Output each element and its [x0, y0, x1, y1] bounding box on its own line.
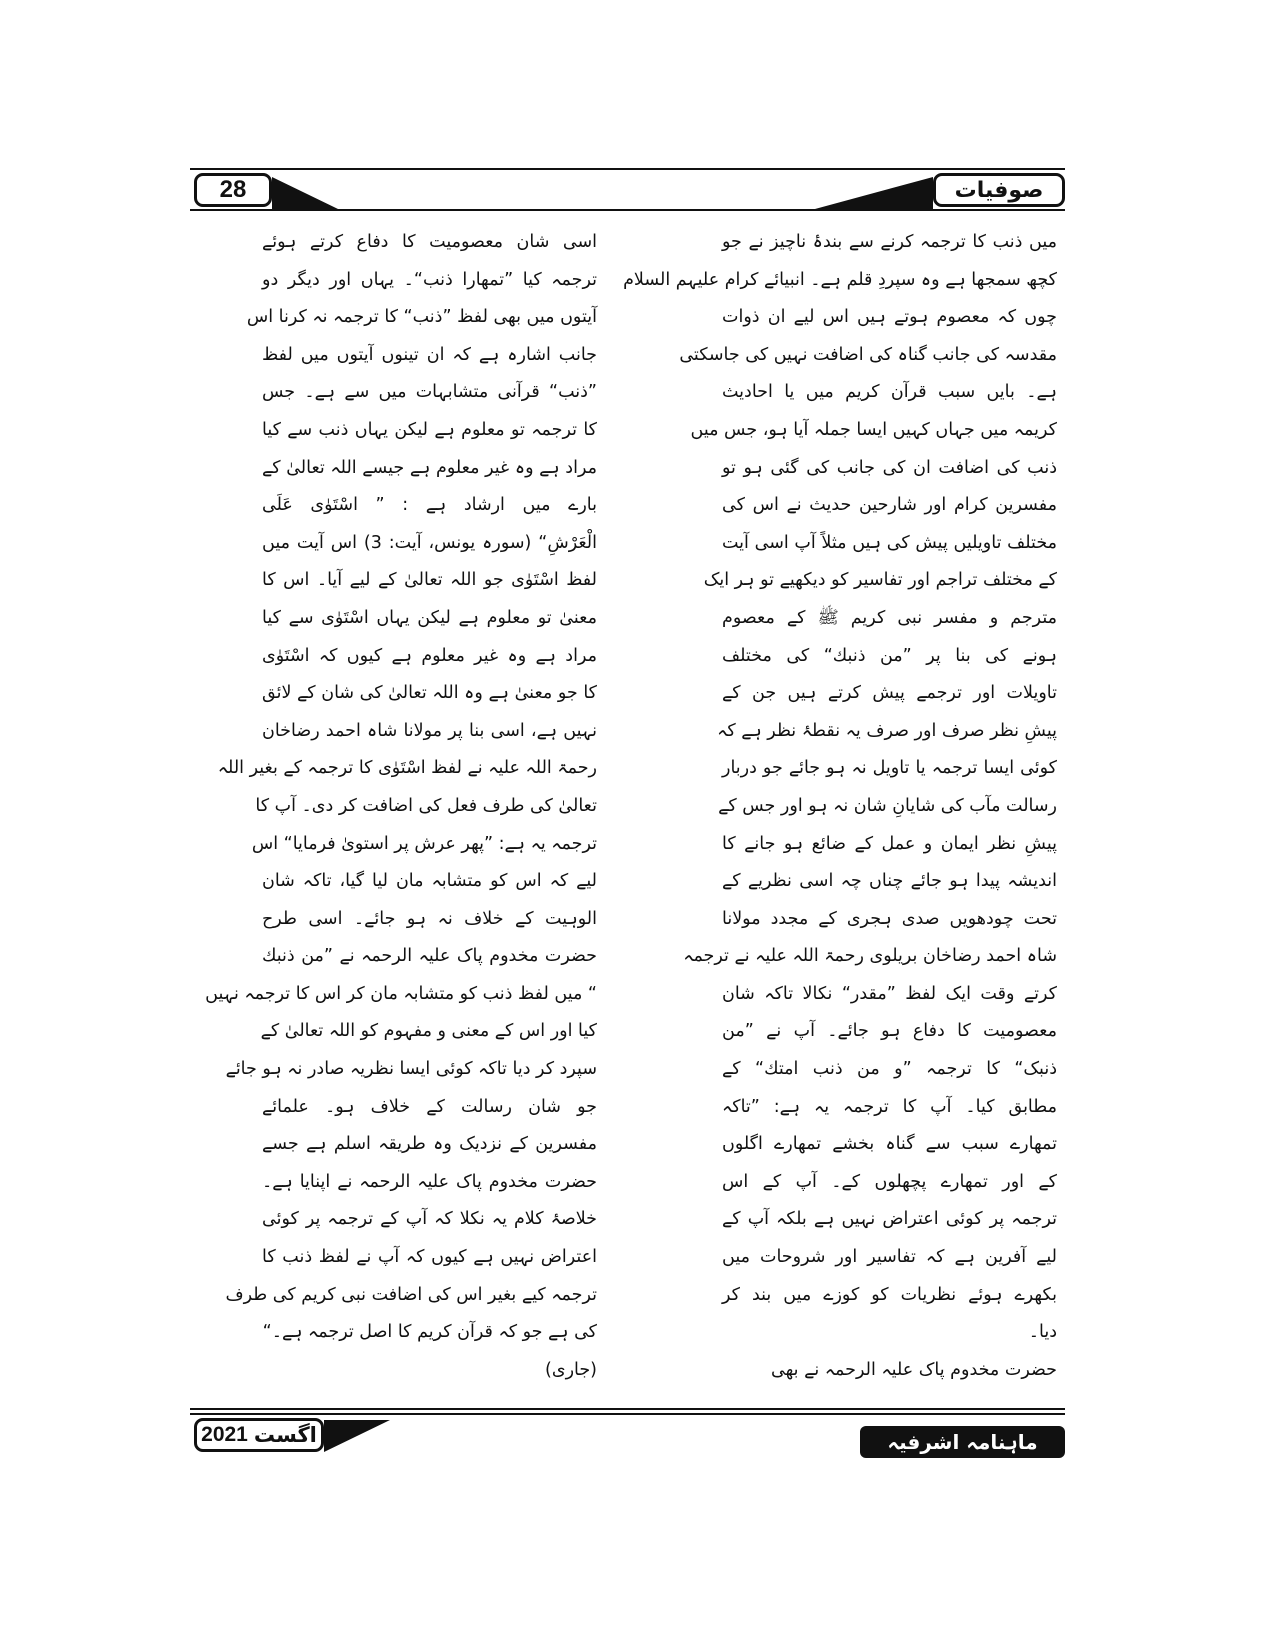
footer-rule-bottom — [190, 1413, 1065, 1415]
text-line: میں ذنب کا ترجمہ کرنے سے بندۂ ناچیز نے جو — [722, 232, 1057, 252]
text-line: تحت چودھویں صدی ہجری کے مجدد مولانا — [722, 908, 1057, 929]
text-line: جو شان رسالت کے خلاف ہو۔ علمائے — [262, 1096, 597, 1117]
issue-year: 2021 — [201, 1423, 248, 1446]
text-line: تمھارے سبب سے گناہ بخشے تمھارے اگلوں — [722, 1134, 1057, 1155]
footer-left-wedge — [324, 1420, 390, 1452]
header-rule-bottom — [190, 209, 1065, 211]
text-line: مقدسہ کی جانب گناہ کی اضافت نہیں کی جاسکتی — [679, 344, 1057, 365]
text-line: معصومیت کا دفاع ہو جائے۔ آپ نے ”من — [722, 1021, 1057, 1042]
magazine-name: ماہنامہ اشرفیہ — [860, 1426, 1065, 1458]
text-line: دیا۔ — [1028, 1322, 1057, 1343]
section-title: صوفیات — [933, 173, 1065, 207]
text-line: جانب اشارہ ہے کہ ان تینوں آیتوں میں لفظ — [262, 344, 597, 365]
text-line: نہیں ہے، اسی بنا پر مولانا شاہ احمد رضاخان — [262, 720, 597, 741]
text-line: مختلف تاویلیں پیش کی ہیں مثلاً آپ اسی آیت — [722, 532, 1057, 553]
text-line: کے مختلف تراجم اور تفاسیر کو دیکھیے تو ہر ایک — [703, 570, 1057, 591]
text-line: مراد ہے وہ غیر معلوم ہے کیوں کہ اسْتَوٰی — [262, 645, 597, 666]
issue-month: اگست — [253, 1423, 317, 1447]
text-line: کا ترجمہ تو معلوم ہے لیکن یہاں ذنب سے کیا — [262, 419, 597, 440]
text-line: اعتراض نہیں ہے کیوں کہ آپ نے لفظ ذنب کا — [262, 1247, 597, 1268]
text-line: سپرد کر دیا تاکہ کوئی ایسا نظریہ صادر نہ ہو جائے — [225, 1059, 597, 1080]
page-number: 28 — [194, 173, 272, 207]
text-line: ہے۔ بایں سبب قرآن کریم میں یا احادیث — [722, 382, 1057, 403]
text-line: کچھ سمجھا ہے وہ سپردِ قلم ہے۔ انبیائے کرام علیہم السلام — [623, 269, 1057, 290]
text-line: “ میں لفظ ذنب کو متشابہ مان کر اس کا ترجمہ نہیں — [205, 983, 597, 1004]
text-line: الوہیت کے خلاف نہ ہو جائے۔ اسی طرح — [262, 908, 597, 929]
text-line: حضرت مخدوم پاک علیہ الرحمہ نے اپنایا ہے۔ — [262, 1171, 597, 1192]
text-line: ترجمہ کیے بغیر اس کی اضافت نبی کریم کی طرف — [225, 1284, 597, 1305]
text-line: ہونے کی بنا پر ”من ذنبك“ کی مختلف — [722, 645, 1057, 666]
text-line: حضرت مخدوم پاک علیہ الرحمہ نے بھی — [771, 1359, 1057, 1380]
text-line: مطابق کیا۔ آپ کا ترجمہ یہ ہے: ”تاکہ — [722, 1096, 1057, 1117]
text-line: رحمۃ اللہ علیہ نے لفظ اسْتَوٰی کا ترجمہ کے بغیر اللہ — [217, 758, 597, 779]
text-line: ذنب کی اضافت ان کی جانب کی گئی ہو تو — [722, 457, 1057, 478]
text-line: چوں کہ معصوم ہوتے ہیں اس لیے ان ذوات — [722, 307, 1057, 328]
text-line: مفسرین کے نزدیک وہ طریقہ اسلم ہے جسے — [262, 1134, 597, 1155]
text-line: حضرت مخدوم پاک علیہ الرحمہ نے ”من ذنبك — [262, 946, 597, 967]
text-line: مترجم و مفسر نبی کریم ﷺ کے معصوم — [722, 607, 1057, 628]
text-line: اندیشہ پیدا ہو جائے چناں چہ اسی نظریے کے — [722, 871, 1057, 892]
text-line: لیے آفرین ہے کہ تفاسیر اور شروحات میں — [722, 1247, 1057, 1268]
text-line: تاویلات اور ترجمے پیش کرتے ہیں جن کے — [722, 683, 1057, 704]
text-line: کیا اور اس کے معنی و مفہوم کو اللہ تعالیٰ کے — [260, 1021, 597, 1042]
footer-rule-top — [190, 1408, 1065, 1410]
text-line: معنیٰ تو معلوم ہے لیکن یہاں اسْتَوٰی سے کیا — [262, 607, 597, 628]
text-line: لیے کہ اس کو متشابہ مان لیا گیا، تاکہ شان — [262, 871, 597, 892]
header-rule-top — [190, 168, 1065, 170]
text-line: کریمہ میں جہاں کہیں ایسا جملہ آیا ہو، جس میں — [690, 419, 1057, 440]
text-line: کا جو معنیٰ ہے وہ اللہ تعالیٰ کی شان کے لائق — [262, 683, 597, 704]
header-right-wedge — [815, 177, 933, 209]
text-line: لفظ اسْتَوٰی جو اللہ تعالیٰ کے لیے آیا۔ اس کا — [262, 570, 597, 591]
text-line: پیشِ نظر صرف اور صرف یہ نقطۂ نظر ہے کہ — [717, 720, 1057, 741]
text-line: (جاری) — [545, 1359, 597, 1380]
text-line: شاہ احمد رضاخان بریلوی رحمۃ اللہ علیہ نے ترجمہ — [683, 946, 1057, 967]
text-line: بکھرے ہوئے نظریات کو کوزے میں بند کر — [722, 1284, 1057, 1305]
text-line: کرتے وقت ایک لفظ ”مقدر“ نکالا تاکہ شان — [722, 983, 1057, 1004]
article-column-left — [205, 224, 597, 1389]
text-line: الْعَرْشِ“ (سورہ یونس، آیت: 3) اس آیت میں — [262, 532, 597, 553]
text-line: ترجمہ یہ ہے: ”پھر عرش پر استویٰ فرمایا“ اس — [251, 833, 597, 854]
header-left-wedge — [272, 177, 338, 209]
text-line: اسی شان معصومیت کا دفاع کرتے ہوئے — [262, 232, 597, 252]
text-line: کے اور تمھارے پچھلوں کے۔ آپ کے اس — [722, 1171, 1057, 1192]
text-line: ”ذنب“ قرآنی متشابہات میں سے ہے۔ جس — [262, 382, 597, 403]
text-line: مفسرین کرام اور شارحین حدیث نے اس کی — [722, 495, 1057, 516]
text-line: ذنبک“ کا ترجمہ ”و من ذنب امتك“ کے — [722, 1059, 1057, 1080]
text-line: رسالت مآب کی شایانِ شان نہ ہو اور جس کے — [718, 795, 1057, 816]
text-line: ترجمہ پر کوئی اعتراض نہیں ہے بلکہ آپ کے — [722, 1209, 1057, 1230]
issue-date — [194, 1418, 324, 1452]
article-column-right — [623, 224, 1057, 1389]
text-line: آیتوں میں بھی لفظ ”ذنب“ کا ترجمہ نہ کرنا اس — [246, 307, 597, 328]
text-line: مراد ہے وہ غیر معلوم ہے جیسے اللہ تعالیٰ کے — [262, 457, 597, 478]
text-line: خلاصۂ کلام یہ نکلا کہ آپ کے ترجمہ پر کوئی — [262, 1209, 597, 1230]
text-line: ترجمہ کیا ”تمھارا ذنب“۔ یہاں اور دیگر دو — [262, 269, 597, 290]
text-line: کی ہے جو کہ قرآن کریم کا اصل ترجمہ ہے۔“ — [262, 1322, 597, 1343]
text-line: کوئی ایسا ترجمہ یا تاویل نہ ہو جائے جو دربار — [722, 758, 1057, 779]
text-line: بارے میں ارشاد ہے : ” اسْتَوٰی عَلَی — [262, 495, 597, 516]
text-line: پیشِ نظر ایمان و عمل کے ضائع ہو جانے کا — [722, 833, 1057, 854]
text-line: تعالیٰ کی طرف فعل کی اضافت کر دی۔ آپ کا — [255, 795, 597, 816]
